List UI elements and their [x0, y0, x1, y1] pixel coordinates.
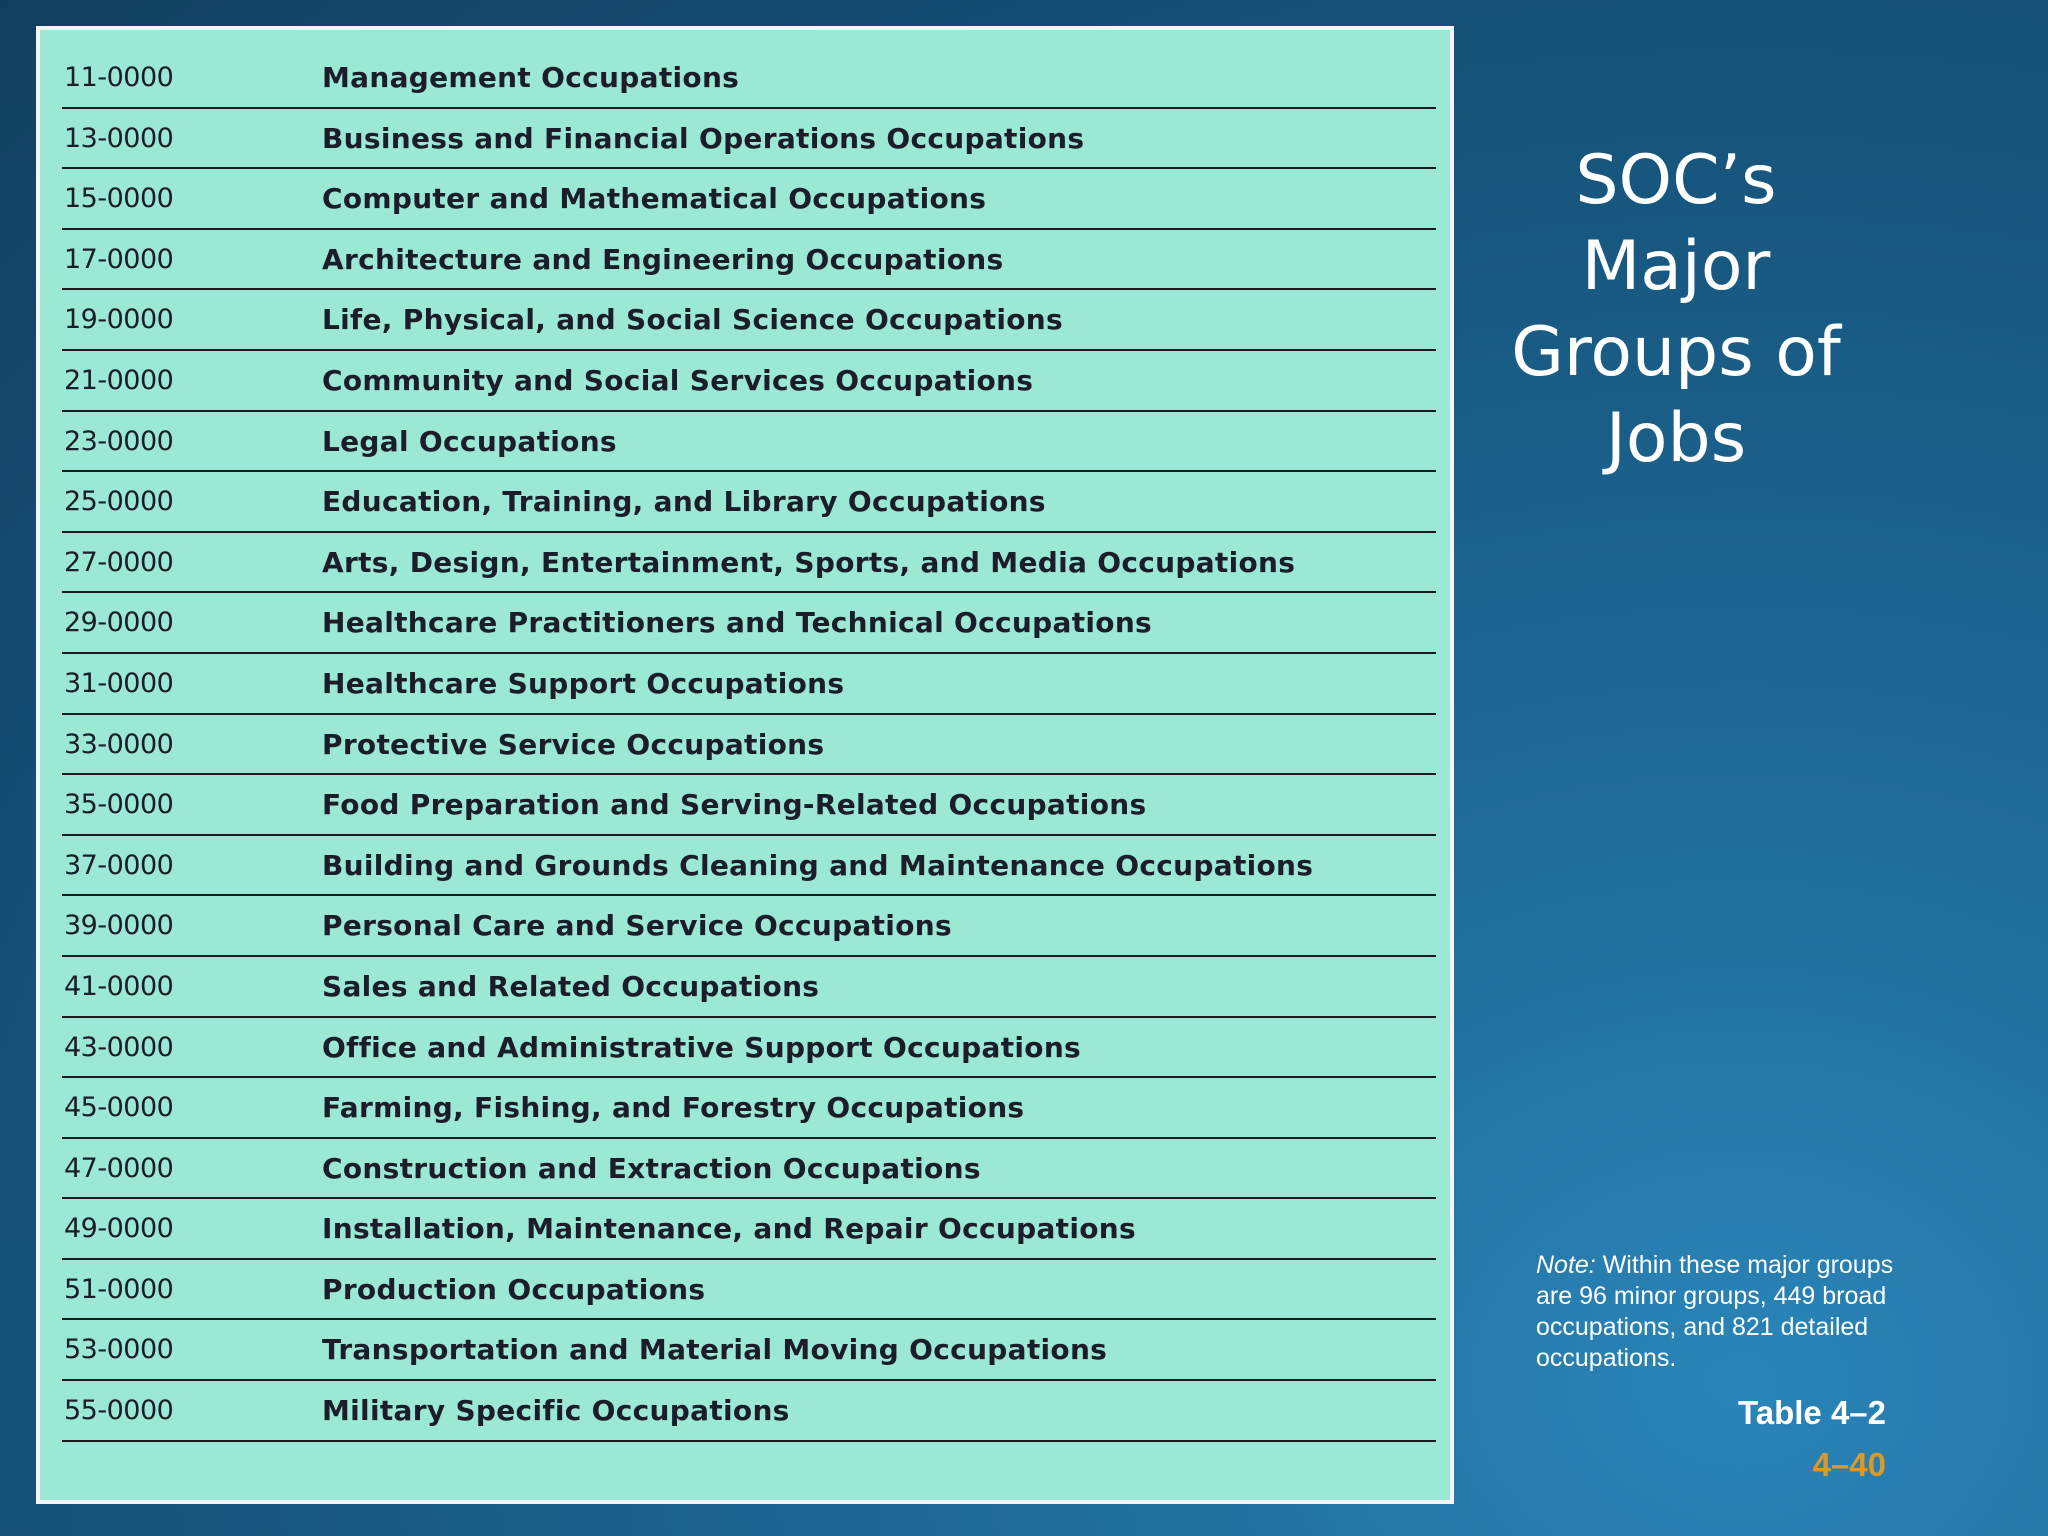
table-row [62, 1320, 1436, 1381]
soc-code: 21-0000 [64, 364, 174, 396]
table-note [1536, 1250, 1926, 1374]
occupation-group-title: Computer and Mathematical Occupations [322, 182, 987, 216]
soc-code: 49-0000 [64, 1213, 174, 1245]
occupation-group-title: Food Preparation and Serving-Related Occupations [322, 788, 1147, 822]
occupation-group-title: Community and Social Services Occupations [322, 363, 1034, 397]
table-reference: Table 4–2 [1738, 1394, 1886, 1431]
soc-code: 33-0000 [64, 728, 174, 760]
occupation-group-title: Business and Financial Operations Occupations [322, 121, 1085, 155]
table-row [62, 412, 1436, 473]
occupation-group-title: Healthcare Practitioners and Technical Occupations [322, 606, 1153, 640]
soc-code: 51-0000 [64, 1273, 174, 1305]
soc-code: 39-0000 [64, 910, 174, 942]
soc-code: 25-0000 [64, 486, 174, 518]
table-row [62, 654, 1436, 715]
table-row [62, 593, 1436, 654]
occupation-group-title: Personal Care and Service Occupations [322, 909, 952, 943]
occupation-group-title: Management Occupations [322, 61, 740, 94]
soc-code: 23-0000 [64, 425, 174, 457]
table-row [62, 1078, 1436, 1139]
soc-code: 17-0000 [64, 243, 174, 275]
occupation-group-title: Healthcare Support Occupations [322, 666, 845, 700]
soc-code: 43-0000 [64, 1031, 174, 1063]
table-row [62, 1199, 1436, 1260]
occupation-group-title: Architecture and Engineering Occupations [322, 242, 1004, 276]
occupation-group-title: Office and Administrative Support Occupations [322, 1030, 1082, 1064]
table-row [62, 836, 1436, 897]
soc-code: 13-0000 [64, 122, 174, 154]
table-row [62, 896, 1436, 957]
occupation-group-title: Installation, Maintenance, and Repair Occupations [322, 1212, 1136, 1246]
soc-code: 45-0000 [64, 1092, 174, 1124]
soc-code: 35-0000 [64, 789, 174, 821]
table-row [62, 775, 1436, 836]
occupation-group-title: Legal Occupations [322, 424, 617, 458]
table-row [62, 533, 1436, 594]
table-row [62, 48, 1436, 109]
occupation-group-title: Transportation and Material Moving Occupations [322, 1333, 1108, 1367]
soc-major-groups-table [62, 48, 1436, 1442]
table-row [62, 1260, 1436, 1321]
slide-title-line: Groups of [1511, 313, 1841, 392]
table-row [62, 230, 1436, 291]
table-row [62, 957, 1436, 1018]
note-text: Within these major groups are 96 minor groups, 449 broad occupations, and 821 detailed occupations. [1536, 1251, 1894, 1372]
occupation-group-title: Sales and Related Occupations [322, 969, 820, 1003]
soc-code: 15-0000 [64, 183, 174, 215]
soc-code: 55-0000 [64, 1395, 174, 1427]
table-row [62, 472, 1436, 533]
occupation-group-title: Protective Service Occupations [322, 727, 825, 761]
soc-code: 31-0000 [64, 667, 174, 699]
table-row [62, 1139, 1436, 1200]
soc-code: 27-0000 [64, 546, 174, 578]
table-row [62, 715, 1436, 776]
soc-code: 41-0000 [64, 970, 174, 1002]
slide-title-line: Jobs [1605, 399, 1747, 478]
slide-title-line: Major [1581, 227, 1771, 306]
soc-table-panel [36, 26, 1454, 1504]
soc-code: 11-0000 [64, 62, 174, 93]
occupation-group-title: Life, Physical, and Social Science Occupations [322, 303, 1064, 337]
table-row [62, 1381, 1436, 1442]
occupation-group-title: Production Occupations [322, 1272, 706, 1306]
occupation-group-title: Education, Training, and Library Occupations [322, 485, 1046, 519]
table-row [62, 351, 1436, 412]
occupation-group-title: Building and Grounds Cleaning and Maintenance Occupations [322, 848, 1314, 882]
soc-code: 19-0000 [64, 304, 174, 336]
table-row [62, 169, 1436, 230]
table-row [62, 290, 1436, 351]
slide-title-line: SOC’s [1575, 141, 1777, 220]
soc-code: 47-0000 [64, 1152, 174, 1184]
soc-code: 53-0000 [64, 1334, 174, 1366]
occupation-group-title: Arts, Design, Entertainment, Sports, and Media Occupations [322, 545, 1296, 579]
soc-code: 29-0000 [64, 607, 174, 639]
table-row [62, 109, 1436, 170]
occupation-group-title: Construction and Extraction Occupations [322, 1151, 981, 1185]
soc-code: 37-0000 [64, 849, 174, 881]
table-row [62, 1018, 1436, 1079]
note-label: Note: [1536, 1251, 1596, 1279]
slide-number: 4–40 [1812, 1446, 1886, 1483]
occupation-group-title: Farming, Fishing, and Forestry Occupations [322, 1091, 1025, 1125]
occupation-group-title: Military Specific Occupations [322, 1394, 790, 1428]
slide-title [1466, 138, 1886, 482]
